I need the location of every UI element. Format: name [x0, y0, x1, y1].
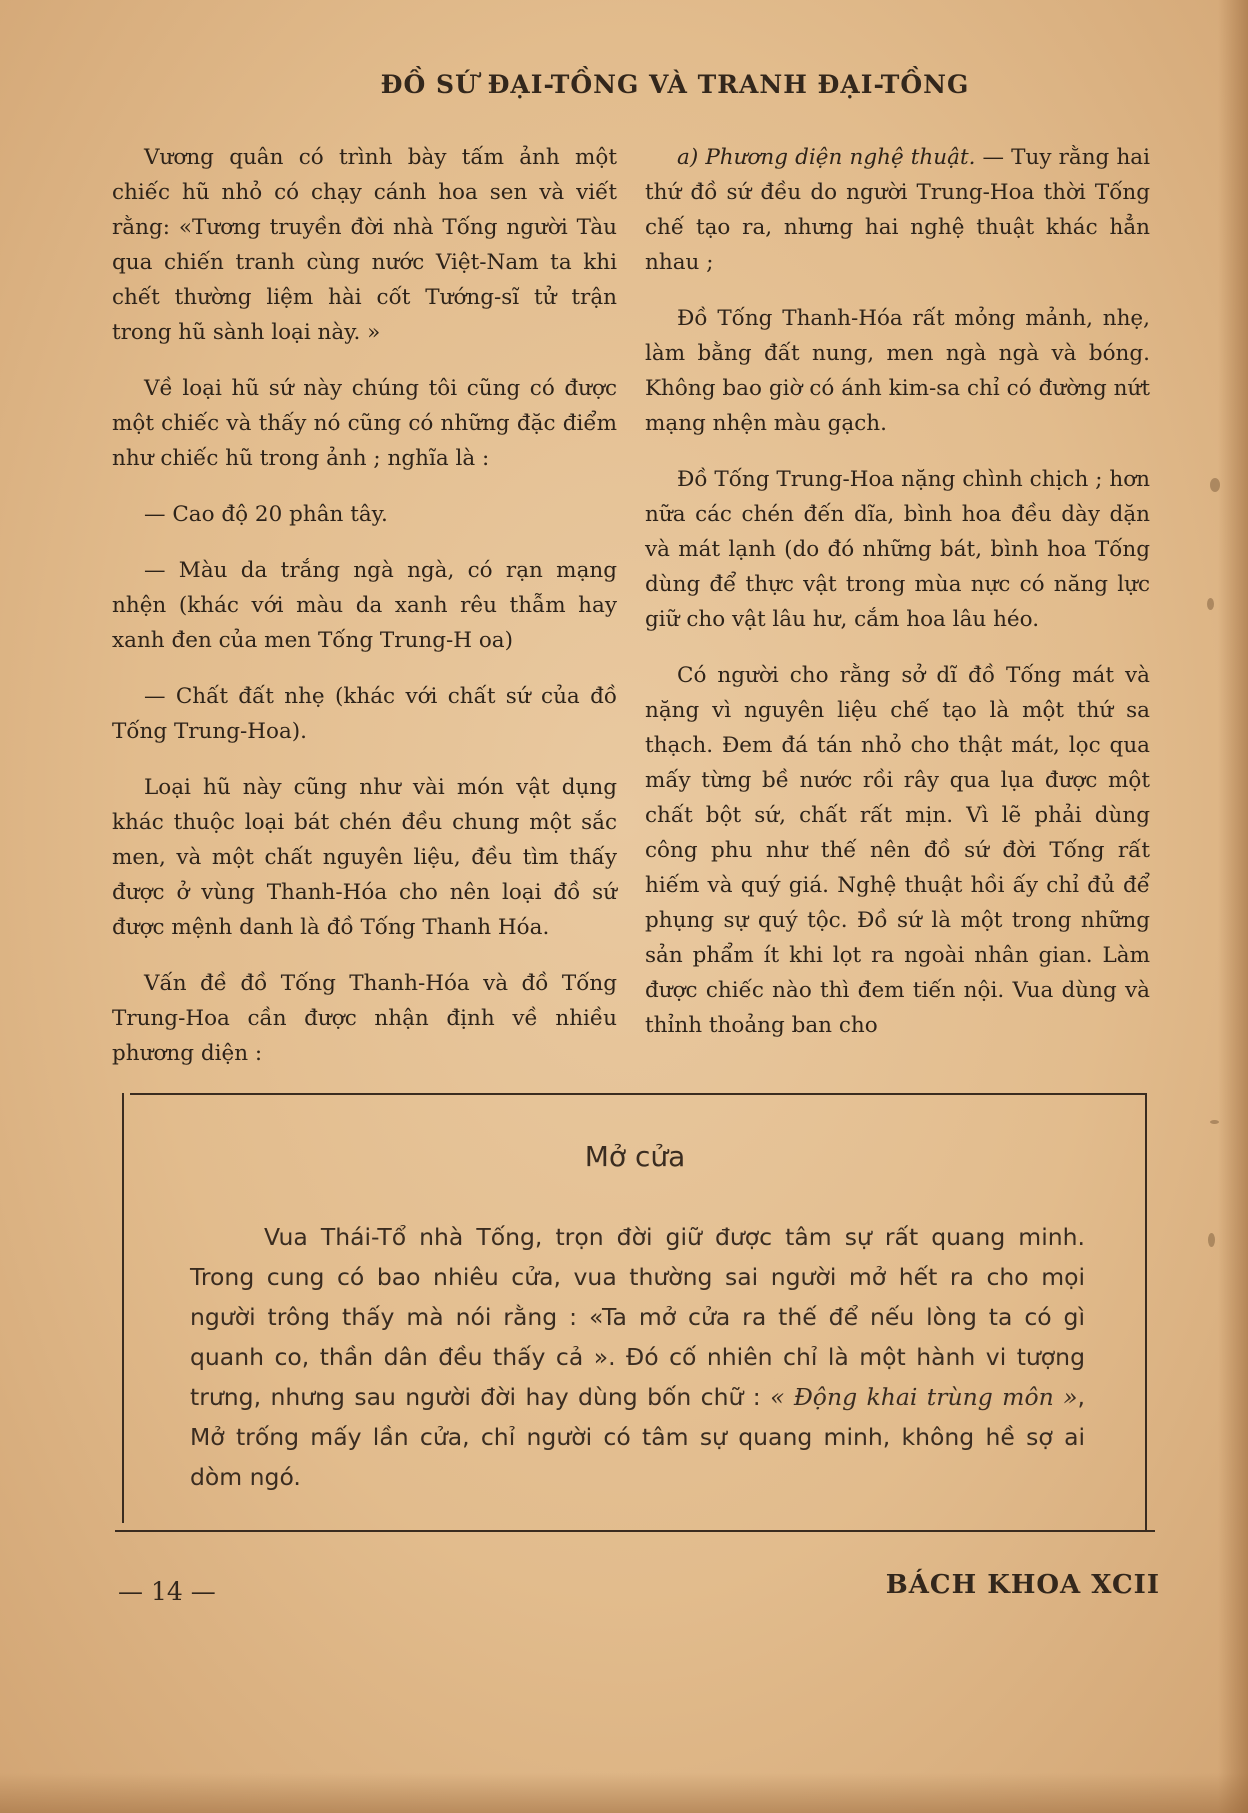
paper-speck [1210, 478, 1220, 492]
right-column [645, 140, 1150, 1064]
list-item: — Cao độ 20 phân tây. [144, 502, 388, 527]
paragraph: Đồ Tống Trung-Hoa nặng chình chịch ; hơn nữa các chén đến dĩa, bình hoa đều dày dặn và mát lạnh (do đó những bát, bình hoa Tống dùng để thực vật trong mùa nực có năng lực giữ cho vật lâu hư, cắm hoa lâu héo. [645, 467, 1150, 632]
subhead-text: — Tuy rằng hai thứ đồ sứ đều do người Trung-Hoa thời Tống chế tạo ra, nhưng hai nghệ thuật khác hẳn nhau ; [645, 145, 1150, 275]
box-body [190, 1217, 1085, 1497]
box-border-bottom [115, 1530, 1155, 1532]
list-item: — Chất đất nhẹ (khác với chất sứ của đồ Tống Trung-Hoa). [112, 684, 617, 744]
subhead-paragraph [645, 140, 1150, 280]
page-bottom-shadow [0, 1773, 1248, 1813]
box-quote: « Động khai trùng môn » [770, 1383, 1078, 1411]
paragraph: Về loại hũ sứ này chúng tôi cũng có được một chiếc và thấy nó cũng có những đặc điểm như chiếc hũ trong ảnh ; nghĩa là : [112, 376, 617, 471]
page-number: — 14 — [118, 1577, 216, 1606]
paper-speck [1210, 1120, 1219, 1124]
paper-speck [1208, 1233, 1215, 1247]
left-column [112, 140, 617, 1092]
paragraph: Loại hũ này cũng như vài món vật dụng khác thuộc loại bát chén đều chung một sắc men, và một chất nguyên liệu, đều tìm thấy được ở vùng Thanh-Hóa cho nên loại đồ sứ được mệnh danh là đồ Tống Thanh Hóa. [112, 775, 617, 940]
list-item: — Màu da trắng ngà ngà, có rạn mạng nhện (khác với màu da xanh rêu thẫm hay xanh đen của men Tống Trung-H oa) [112, 558, 617, 653]
box-border-top [130, 1093, 1145, 1095]
box-title: Mở cửa [584, 1140, 686, 1173]
paragraph: Vấn đề đồ Tống Thanh-Hóa và đồ Tống Trung-Hoa cần được nhận định về nhiều phương diện : [112, 971, 617, 1066]
page-edge-shadow [1218, 0, 1248, 1813]
subhead-label: a) Phương diện nghệ thuật. [677, 145, 976, 170]
running-head: ĐỒ SỨ ĐẠI-TỒNG VÀ TRANH ĐẠI-TỒNG [380, 70, 970, 99]
paragraph: Đồ Tống Thanh-Hóa rất mỏng mảnh, nhẹ, làm bằng đất nung, men ngà ngà và bóng. Không bao giờ có ánh kim-sa chỉ có đường nứt mạng nhện màu gạch. [645, 306, 1150, 436]
box-text-end: , Mở trống mấy lần cửa, chỉ người có tâm sự quang minh, không hề sợ ai dòm ngó. [190, 1383, 1086, 1491]
paragraph: Vương quân có trình bày tấm ảnh một chiếc hũ nhỏ có chạy cánh hoa sen và viết rằng: «Tương truyền đời nhà Tống người Tàu qua chiến tranh cùng nước Việt-Nam ta khi chết thường liệm hài cốt Tướng-sĩ tử trận trong hũ sành loại này. » [112, 145, 617, 345]
paragraph: Có người cho rằng sở dĩ đồ Tống mát và nặng vì nguyên liệu chế tạo là một thứ sa thạch. Đem đá tán nhỏ cho thật mát, lọc qua mấy từng bề nước rồi rây qua lụa được một chất bột sứ, chất rất mịn. Vì lẽ phải dùng công phu như thế nên đồ sứ đời Tống rất hiếm và quý giá. Nghệ thuật hồi ấy chỉ đủ để phụng sự quý tộc. Đồ sứ là một trong những sản phẩm ít khi lọt ra ngoài nhân gian. Làm được chiếc nào thì đem tiến nội. Vua dùng và thỉnh thoảng ban cho [645, 663, 1150, 1038]
box-text: Vua Thái-Tổ nhà Tống, trọn đời giữ được tâm sự rất quang minh. Trong cung có bao nhiêu cửa, vua thường sai người mở hết ra cho mọi người trông thấy mà nói rằng : «Ta mở cửa ra thế để nếu lòng ta có gì quanh co, thần dân đều thấy cả ». Đó cố nhiên chỉ là một hành vi tượng trưng, nhưng sau người đời hay dùng bốn chữ : [190, 1223, 1085, 1411]
paper-speck [1207, 598, 1214, 610]
magazine-name: BÁCH KHOA XCII [885, 1570, 1160, 1600]
